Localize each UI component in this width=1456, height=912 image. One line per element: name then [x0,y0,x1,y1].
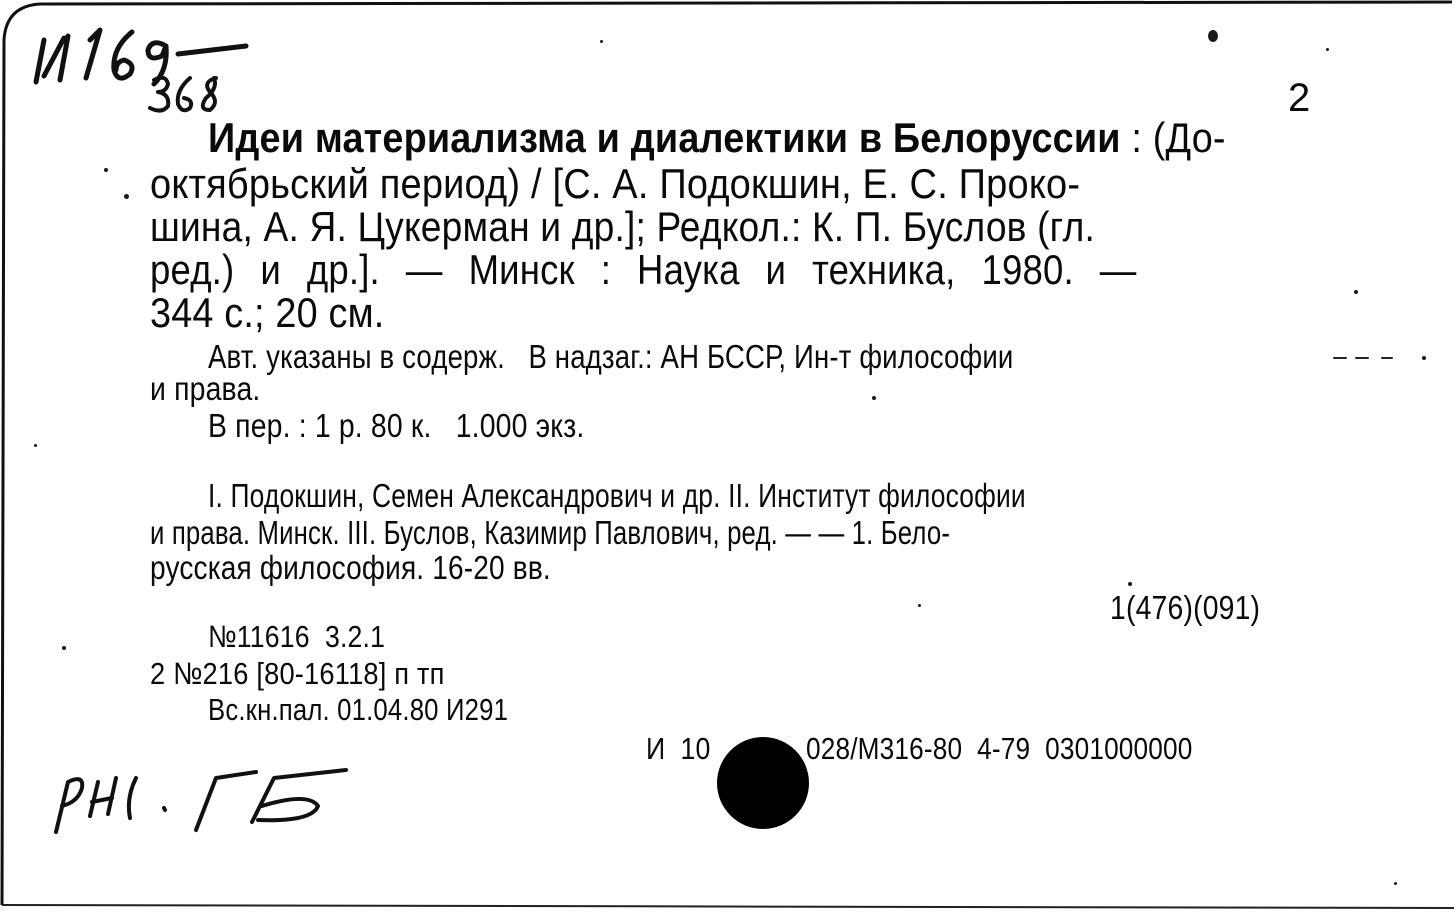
tracing-line-1: I. Подокшин, Семен Александрович и др. II. Институт философии [208,477,1026,514]
code-line-right: 028/М316-80 4-79 0301000000 [806,731,1193,766]
classification-index: 1(476)(091) [1110,589,1261,626]
title-line-1-rest: : (До- [1120,114,1226,161]
tracing-line-2: и права. Минск. III. Буслов, Казимир Павлович, ред. — — 1. Бело- [150,514,951,551]
title-bold: Идеи материализма и диалектики в Белоруссии [208,114,1121,161]
note-line-2: и права. [150,370,261,407]
order-line-3: Вс.кн.пал. 01.04.80 И291 [208,692,509,727]
price-line: В пер. : 1 р. 80 к. 1.000 экз. [208,407,585,444]
order-line-1: №11616 3.2.1 [208,619,386,654]
code-line-left: И 10 [646,731,711,766]
tracing-line-3: русская философия. 16-20 вв. [150,549,551,586]
title-line-4: ред.) и др.]. — Минск : Наука и техника, 1980. — [150,246,1137,293]
order-line-2: 2 №216 [80-16118] п тп [150,656,445,691]
title-line-2: октябрьский период) / [С. А. Подокшин, Е. С. Проко- [150,160,1081,207]
title-line-5: 344 с.; 20 см. [150,289,385,336]
card-number: 2 [1288,76,1311,120]
title-line-3: шина, А. Я. Цукерман и др.]; Редкол.: К. П. Буслов (гл. [150,203,1095,250]
note-line-1: Авт. указаны в содерж. В надзаг.: АН БССР, Ин-т философии [208,338,1014,375]
